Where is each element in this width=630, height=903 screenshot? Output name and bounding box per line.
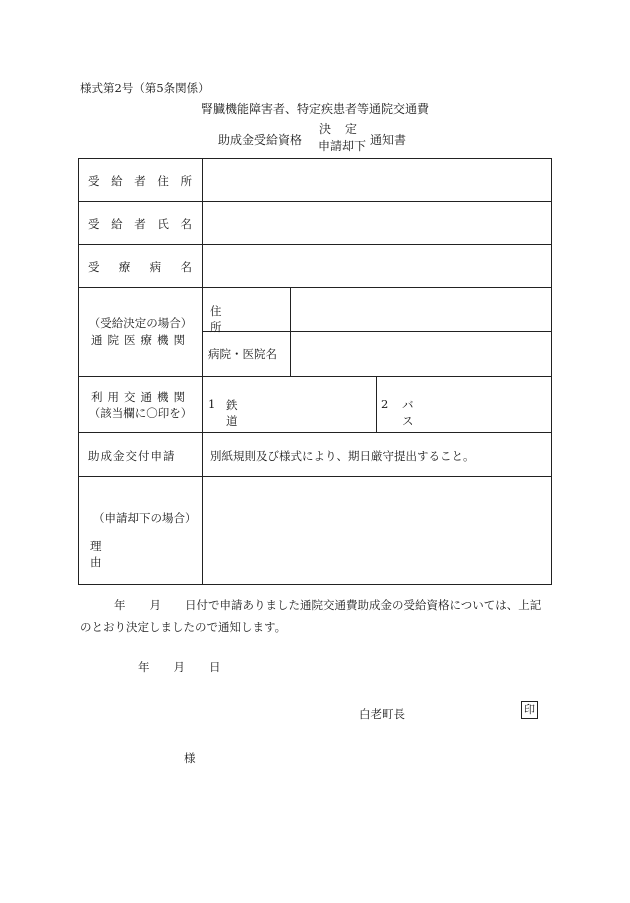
form-number: 様式第2号（第5条関係） <box>80 81 210 95</box>
addressee-honorific: 様 <box>184 751 196 765</box>
option-decide: 決定 <box>318 122 371 136</box>
rejection-note: （申請却下の場合） <box>93 511 197 525</box>
transport-label-cell <box>79 377 202 432</box>
hospital-address-field[interactable] <box>292 289 550 330</box>
recipient-name-label-char: 受 <box>88 217 100 231</box>
grant-application-text: 別紙規則及び様式により、期日厳守提出すること。 <box>210 449 475 463</box>
document-title-line2-left: 助成金受給資格 <box>218 133 303 147</box>
hospital-label-cell <box>79 288 202 376</box>
recipient-name-label-char: 氏 <box>157 217 169 231</box>
issue-year: 年 <box>138 660 150 674</box>
recipient-address-label-char: 者 <box>134 174 146 188</box>
transport-option-bus[interactable]: バス <box>402 398 532 428</box>
recipient-address-field[interactable] <box>204 160 550 200</box>
issue-month: 月 <box>173 660 185 674</box>
transport-note: （該当欄に〇印を） <box>88 405 193 420</box>
label-column-divider <box>202 158 203 585</box>
notice-text: 日付で申請ありました通院交通費助成金の受給資格については、上記のとおり決定しましたので通知します。 <box>80 598 542 634</box>
hospital-sublabel-divider <box>290 287 291 376</box>
transport-option1-number: 1 <box>208 397 216 411</box>
row-divider <box>78 476 552 477</box>
recipient-address-label-char: 給 <box>111 174 123 188</box>
grant-application-label: 助成金交付申請 <box>88 449 176 463</box>
rejection-reason-label: 理由 <box>90 539 184 569</box>
recipient-address-label <box>88 173 192 189</box>
disease-name-label-char: 名 <box>180 260 192 274</box>
seal-mark: 印 <box>521 701 538 719</box>
recipient-name-label <box>88 216 192 232</box>
disease-name-label <box>88 259 192 275</box>
decision-options <box>312 121 372 155</box>
row-divider <box>78 201 552 202</box>
transport-option-divider <box>376 376 377 432</box>
document-title-line2-right: 通知書 <box>370 133 407 147</box>
rejection-reason-field[interactable] <box>204 478 550 583</box>
option-reject: 申請却下 <box>317 139 366 153</box>
recipient-name-label-char: 給 <box>111 217 123 231</box>
disease-name-label-char: 病 <box>149 260 162 274</box>
disease-name-label-char: 受 <box>88 260 100 274</box>
row-divider <box>78 244 552 245</box>
recipient-name-label-char: 者 <box>134 217 146 231</box>
notice-year: 年 <box>114 598 126 612</box>
hospital-name-field[interactable] <box>292 333 550 375</box>
issue-date <box>138 659 221 675</box>
notice-month: 月 <box>149 598 161 612</box>
recipient-address-label-char: 住 <box>157 174 169 188</box>
hospital-note: （受給決定の場合） <box>88 316 193 330</box>
hospital-label: 通院医療機関 <box>91 333 190 347</box>
recipient-address-label-char: 所 <box>180 174 192 188</box>
recipient-name-label-char: 名 <box>180 217 192 231</box>
hospital-address-label: 住所 <box>210 304 270 334</box>
transport-option2-number: 2 <box>381 397 389 411</box>
document-title-line1: 腎臓機能障害者、特定疾患者等通院交通費 <box>200 102 429 116</box>
signer-title: 白老町長 <box>359 707 405 721</box>
transport-option-rail[interactable]: 鉄道 <box>226 398 344 428</box>
transport-label: 利用交通機関 <box>91 389 190 404</box>
disease-name-label-char: 療 <box>118 260 131 274</box>
issue-day: 日 <box>209 660 221 674</box>
recipient-address-label-char: 受 <box>88 174 100 188</box>
disease-name-field[interactable] <box>204 246 550 286</box>
hospital-name-label: 病院・医院名 <box>208 347 277 361</box>
notice-paragraph <box>80 594 552 638</box>
recipient-name-field[interactable] <box>204 203 550 243</box>
row-divider <box>78 432 552 433</box>
